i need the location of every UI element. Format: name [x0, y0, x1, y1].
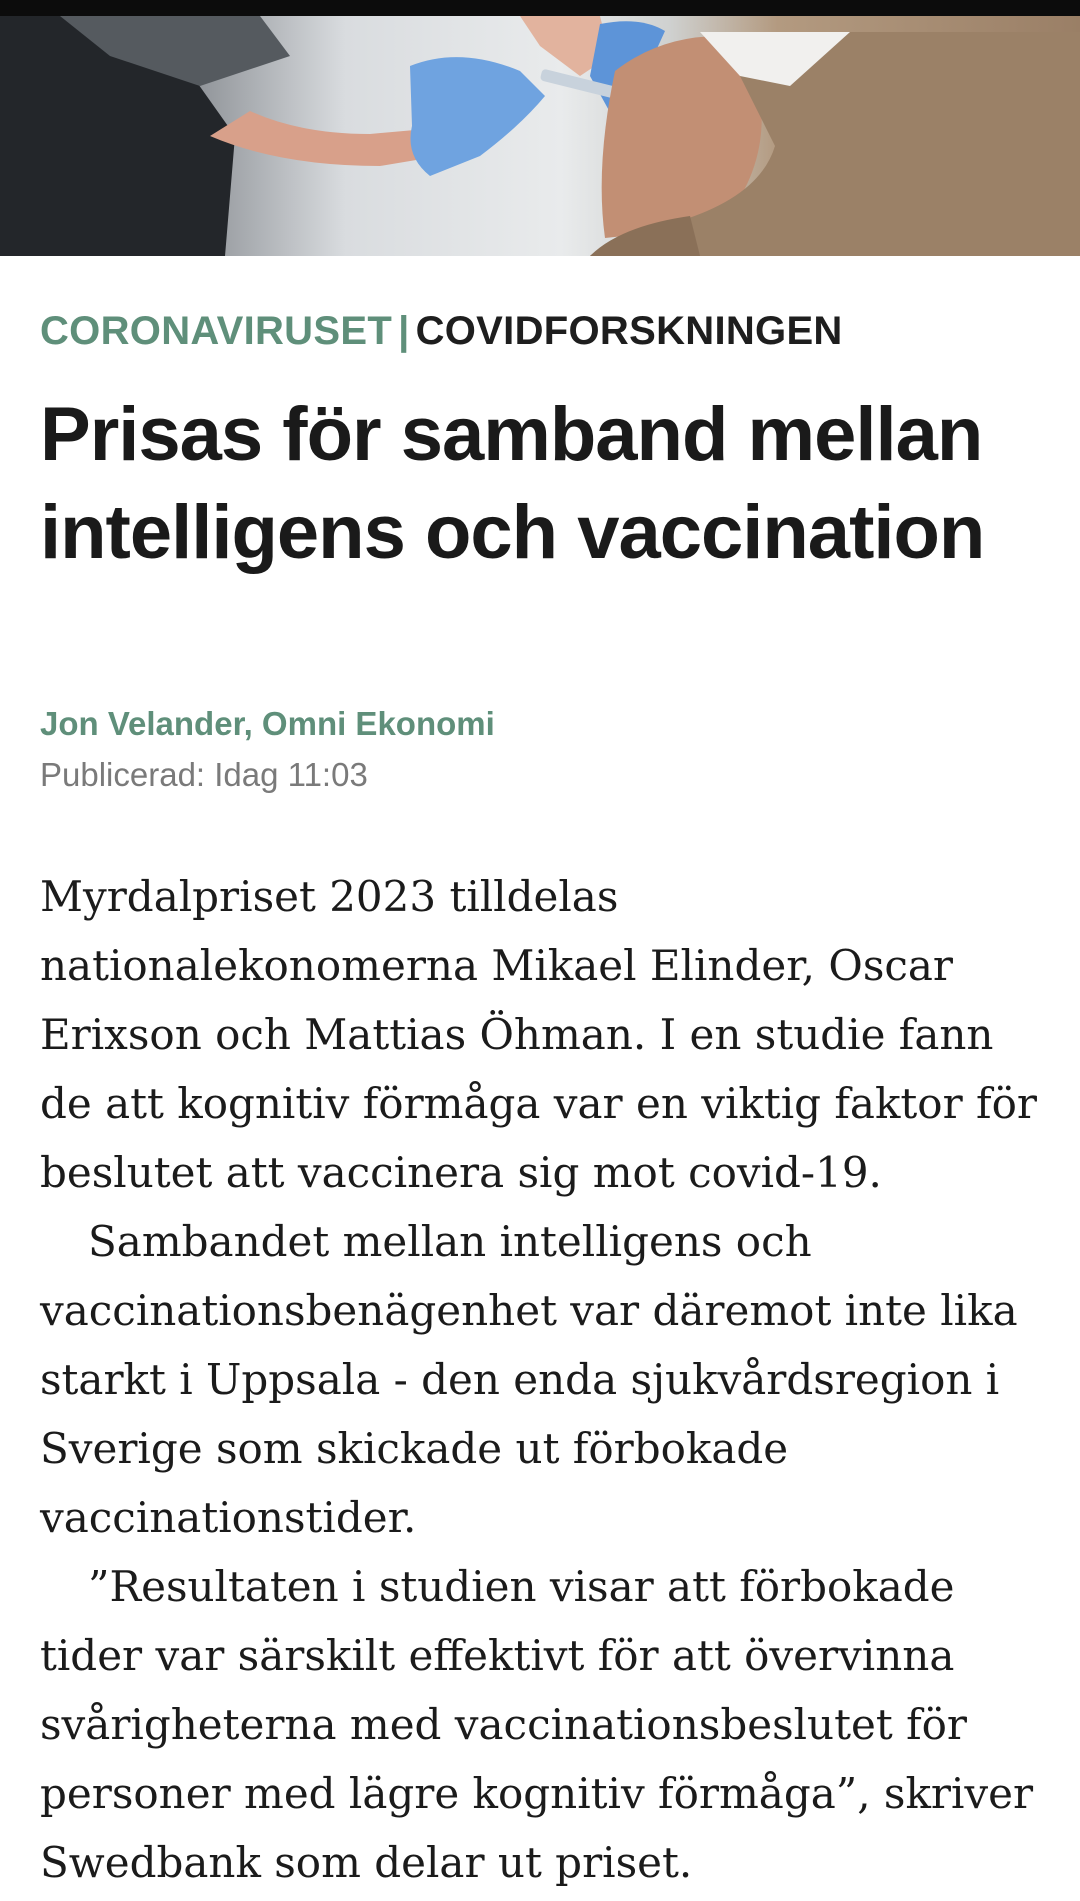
kicker-separator: |: [398, 309, 410, 353]
article-kicker: [40, 306, 843, 356]
article-headline: Prisas för samband mellan intelligens och vaccination: [40, 392, 985, 575]
article-body: [40, 862, 1050, 1897]
section-link[interactable]: CORONAVIRUSET: [40, 309, 393, 353]
hero-image[interactable]: [0, 16, 1080, 256]
article-paragraph: ”Resultaten i studien visar att förbokade tider var särskilt effektivt för att övervinna svårigheterna med vaccinationsbeslutet för personer med lägre kognitiv förmåga”, skriver Swedbank som delar ut priset.: [40, 1562, 1034, 1887]
status-bar: [0, 0, 1080, 16]
topic-link[interactable]: COVIDFORSKNINGEN: [415, 309, 843, 353]
article-paragraph: Sambandet mellan intelligens och vaccinationsbenägenhet var däremot inte lika starkt i Uppsala - den enda sjukvårdsregion i Sverige som skickade ut förbokade vaccinationstider.: [40, 1217, 1018, 1542]
article-paragraph: Myrdalpriset 2023 tilldelas nationalekonomerna Mikael Elinder, Oscar Erixson och Mattias Öhman. I en studie fann de att kognitiv förmåga var en viktig faktor för beslutet att vaccinera sig mot covid-19.: [40, 872, 1037, 1197]
vaccination-photo: [0, 16, 1080, 256]
published-time: Publicerad: Idag 11:03: [40, 756, 368, 793]
author-byline[interactable]: Jon Velander, Omni Ekonomi: [40, 705, 495, 742]
